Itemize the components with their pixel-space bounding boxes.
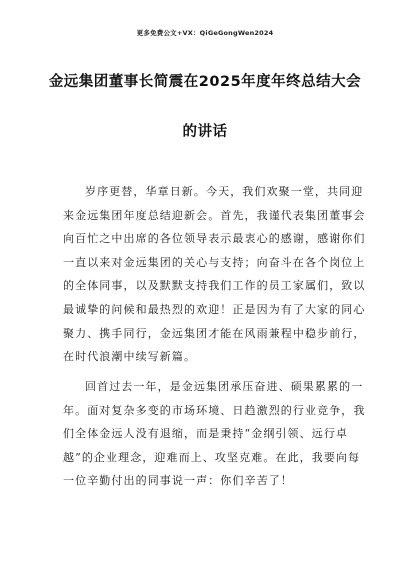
paragraph-line: 岁序更替，华章日新。今天，我们欢聚一堂，共同迎 bbox=[85, 185, 364, 198]
header-note: 更多免费公文+VX：QiGeGongWen2024 bbox=[136, 29, 274, 37]
paragraph-line: 越”的企业理念，迎难而上、攻坚克难。在此，我要向每 bbox=[63, 450, 361, 464]
paragraph-line: 向百忙之中出席的各位领导表示最衷心的感谢，感谢你们 bbox=[63, 232, 366, 246]
paragraph-line: 在时代浪潮中续写新篇。 bbox=[63, 350, 197, 364]
body-paragraph-2 bbox=[63, 375, 366, 493]
body-paragraph-1 bbox=[63, 180, 366, 369]
document-title-line-1: 金远集团董事长简震在2025年度年终总结大会 bbox=[48, 74, 362, 90]
document-title-line-2: 的讲话 bbox=[182, 124, 228, 140]
paragraph-line: 一直以来对金远集团的关心与支持；向奋斗在各个岗位上 bbox=[63, 255, 366, 269]
paragraph-line: 来金远集团年度总结迎新会。首先，我谨代表集团董事会 bbox=[63, 208, 366, 222]
paragraph-line: 回首过去一年，是金远集团承压奋进、硕果累累的一 bbox=[85, 380, 364, 393]
paragraph-line: 最诚挚的问候和最热烈的欢迎！正是因为有了大家的同心 bbox=[63, 302, 366, 316]
paragraph-line: 聚力、携手同行，金远集团才能在风雨兼程中稳步前行， bbox=[63, 326, 366, 340]
paragraph-line: 一位辛勤付出的同事说一声：你们辛苦了！ bbox=[63, 474, 293, 488]
paragraph-line: 的全体同事，以及默默支持我们工作的员工家属们，致以 bbox=[63, 279, 366, 293]
paragraph-line: 们全体金远人没有退缩，而是秉持“金纲引领、远行卓 bbox=[63, 427, 349, 441]
paragraph-line: 年。面对复杂多变的市场环境、日趋激烈的行业竞争，我 bbox=[63, 403, 366, 417]
